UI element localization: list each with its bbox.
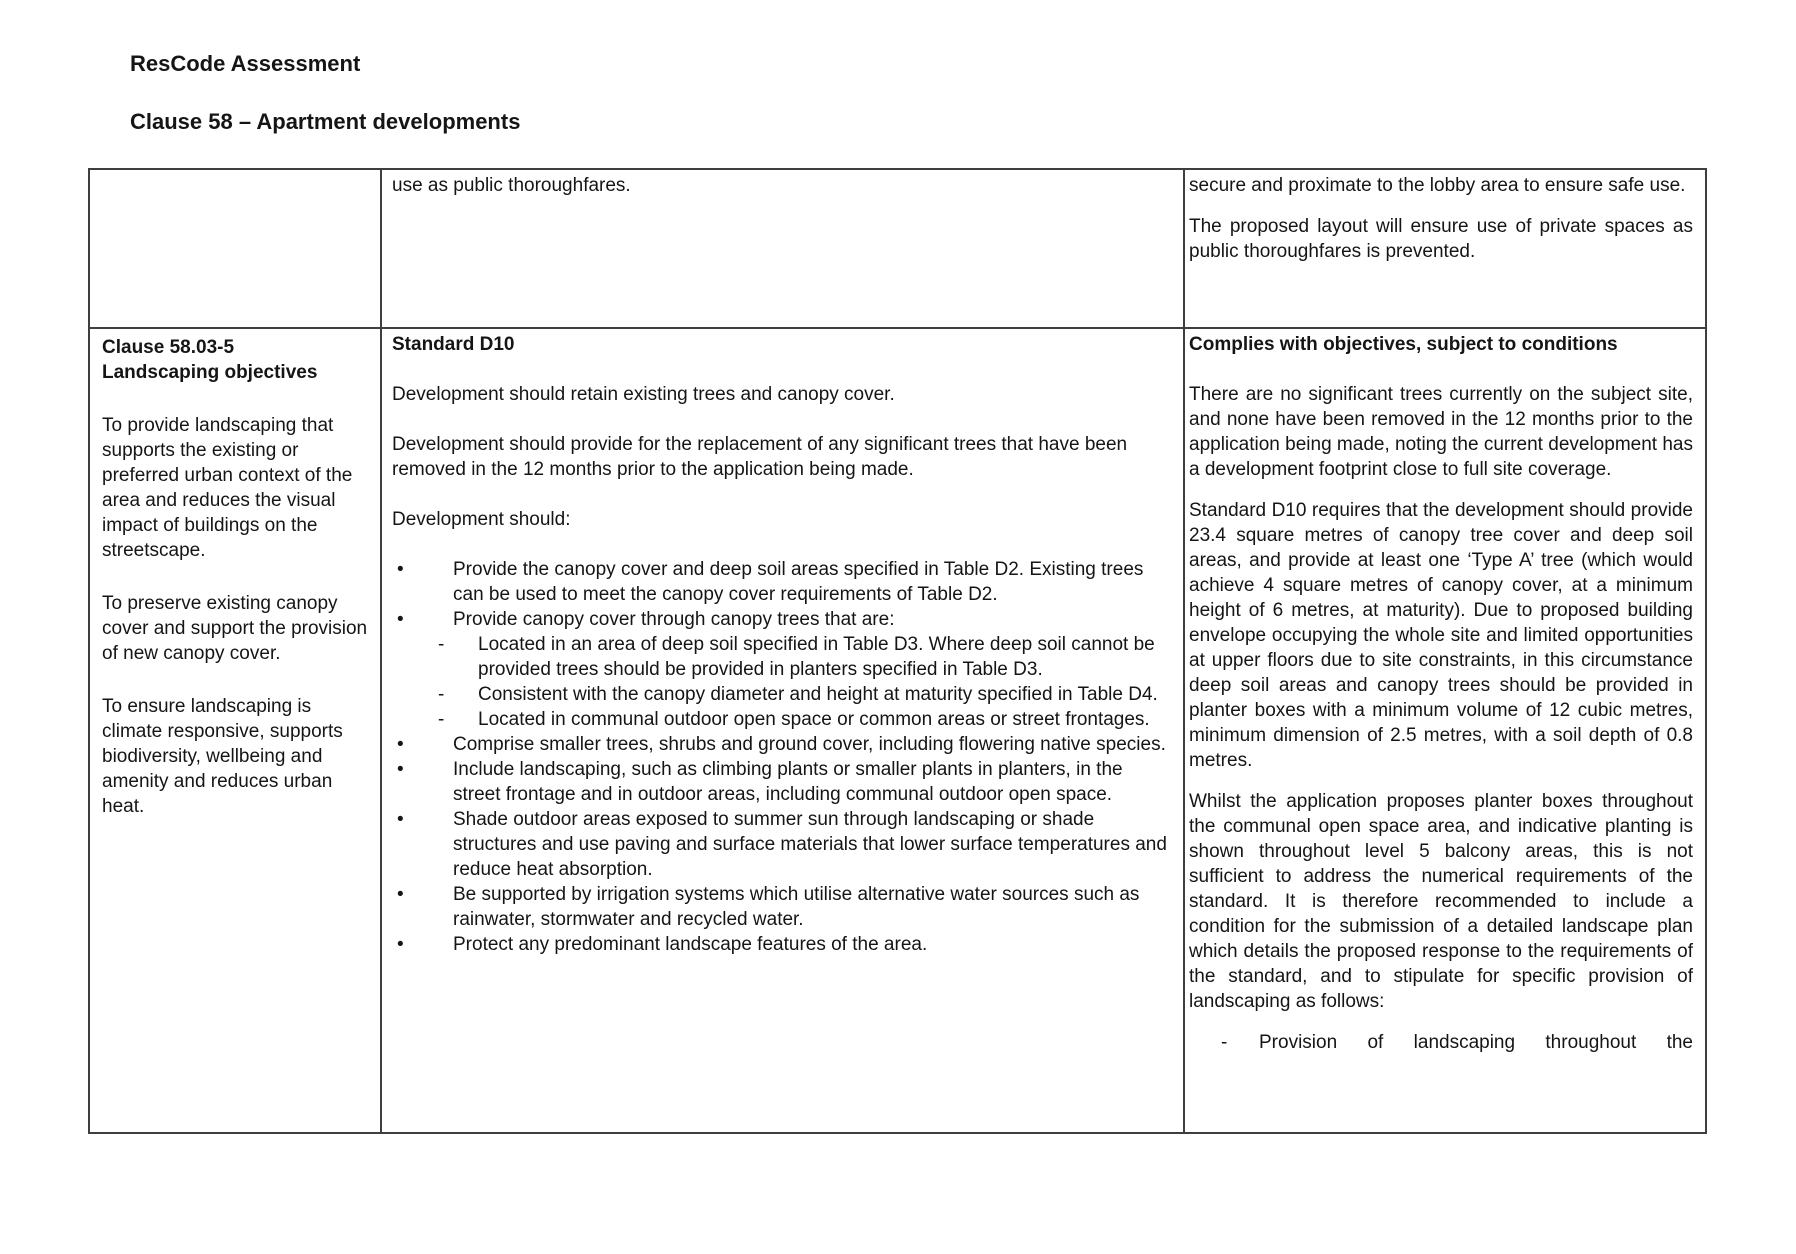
bullet-item bbox=[392, 557, 1173, 607]
dash-item: - Located in an area of deep soil specified in Table D3. Where deep soil cannot be provided trees should be provided in planters specified in Table D3. bbox=[392, 632, 1173, 682]
table-row-continuation bbox=[89, 169, 1706, 328]
objective-paragraph: To provide landscaping that supports the existing or preferred urban context of the area and reduces the visual impact of buildings on the streetscape. bbox=[102, 415, 353, 561]
cell-assessment bbox=[1184, 328, 1706, 1133]
bullet-text: Provide canopy cover through canopy trees that are: bbox=[453, 609, 895, 630]
assessment-paragraph: secure and proximate to the lobby area to ensure safe use. bbox=[1189, 175, 1686, 196]
standard-paragraph: Development should provide for the replacement of any significant trees that have been removed in the 12 months prior to the application being made. bbox=[392, 434, 1128, 480]
standard-continuation-text: use as public thoroughfares. bbox=[392, 175, 631, 196]
assessment-paragraph: Whilst the application proposes planter boxes throughout the communal open space area, and indicative planting is shown throughout level 5 balcony areas, this is not sufficient to address the numerical requirements of the standard. It is therefore recommended to include a condition for the submission of a detailed landscape plan which details the proposed response to the requirements of the standard, and to stipulate for specific provision of landscaping as follows: bbox=[1189, 791, 1693, 1012]
dash-item: - Consistent with the canopy diameter and height at maturity specified in Table D4. bbox=[392, 682, 1173, 707]
objective-paragraph: To preserve existing canopy cover and support the provision of new canopy cover. bbox=[102, 593, 368, 664]
bullet-text: Include landscaping, such as climbing plants or smaller plants in planters, in the street frontage and in outdoor areas, including communal outdoor open space. bbox=[453, 759, 1123, 805]
bullet-item bbox=[392, 757, 1173, 807]
assessment-paragraph: Standard D10 requires that the development should provide 23.4 square metres of canopy tree cover and deep soil areas, and provide at least one ‘Type A’ tree (which would achieve 4 square metres of canopy cover, at a minimum height of 6 metres, at maturity). Due to proposed building envelope occupying the whole site and limited opportunities at upper floors due to site constraints, in this circumstance deep soil areas and canopy trees should be provided in planter boxes with a minimum volume of 12 cubic metres, minimum dimension of 2.5 metres, with a soil depth of 0.8 metres. bbox=[1189, 500, 1693, 771]
objective-paragraph: To ensure landscaping is climate responsive, supports biodiversity, wellbeing and amenity and reduces urban heat. bbox=[102, 696, 343, 817]
standard-dash-sublist bbox=[392, 632, 1173, 732]
bullet-text: Shade outdoor areas exposed to summer sun through landscaping or shade structures and use paving and surface materials that lower surface temperatures and reduce heat absorption. bbox=[453, 809, 1167, 880]
assessment-condition-item: - Provision of landscaping throughout the bbox=[1189, 1030, 1693, 1055]
assessment-paragraph: There are no significant trees currently on the subject site, and none have been removed in the 12 months prior to the application being made, noting the current development has a development footprint close to full site coverage. bbox=[1189, 384, 1693, 480]
cell-assessment-continuation bbox=[1184, 169, 1706, 328]
cell-standard bbox=[381, 328, 1184, 1133]
cell-standard-continuation bbox=[381, 169, 1184, 328]
bullet-item bbox=[392, 607, 1173, 732]
cell-objective bbox=[89, 328, 381, 1133]
assessment-table bbox=[88, 168, 1707, 1134]
bullet-text: Provide the canopy cover and deep soil areas specified in Table D2. Existing trees can be used to meet the canopy cover requirements of Table D2. bbox=[453, 559, 1144, 605]
objective-heading-line1: Clause 58.03-5 bbox=[102, 337, 235, 358]
bullet-item bbox=[392, 732, 1173, 757]
standard-bullet-list bbox=[392, 557, 1173, 957]
standard-paragraph: Development should retain existing trees and canopy cover. bbox=[392, 384, 895, 405]
bullet-text: Be supported by irrigation systems which utilise alternative water sources such as rainwater, stormwater and recycled water. bbox=[453, 884, 1140, 930]
bullet-text: Comprise smaller trees, shrubs and ground cover, including flowering native species. bbox=[453, 734, 1166, 755]
page-subtitle: Clause 58 – Apartment developments bbox=[130, 109, 521, 134]
page-title: ResCode Assessment bbox=[130, 51, 361, 76]
table-row-clause-58-03-5 bbox=[89, 328, 1706, 1133]
assessment-paragraph: The proposed layout will ensure use of private spaces as public thoroughfares is prevented. bbox=[1189, 216, 1693, 262]
bullet-item bbox=[392, 807, 1173, 882]
standard-paragraph: Development should: bbox=[392, 509, 571, 530]
bullet-item bbox=[392, 882, 1173, 932]
bullet-text: Protect any predominant landscape features of the area. bbox=[453, 934, 928, 955]
objective-heading-line2: Landscaping objectives bbox=[102, 362, 318, 383]
cell-objective-empty bbox=[89, 169, 381, 328]
bullet-item bbox=[392, 932, 1173, 957]
assessment-heading: Complies with objectives, subject to conditions bbox=[1189, 334, 1618, 355]
standard-heading: Standard D10 bbox=[392, 334, 515, 355]
dash-item: - Located in communal outdoor open space or common areas or street frontages. bbox=[392, 707, 1173, 732]
